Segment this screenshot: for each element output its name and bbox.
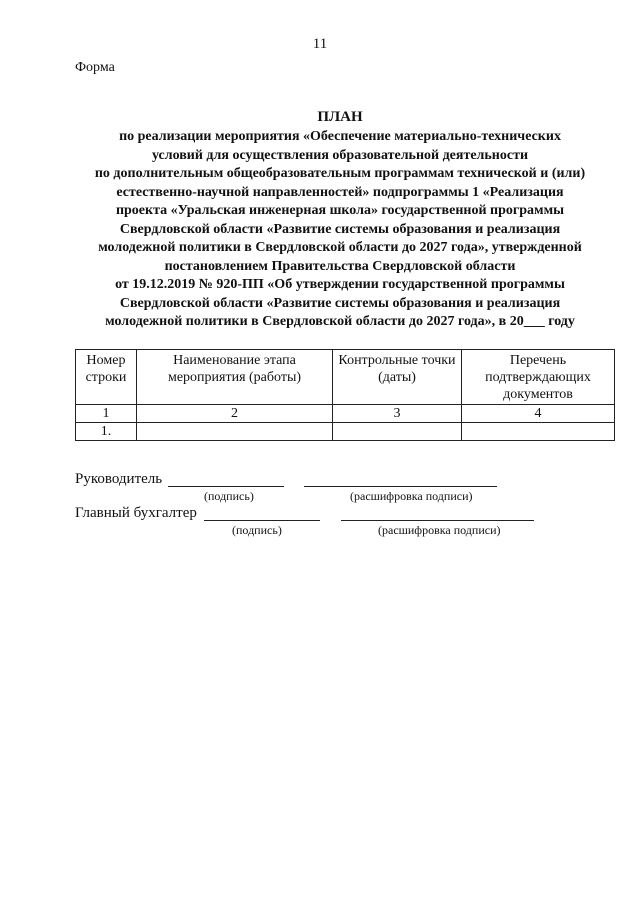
table-header-row <box>76 350 615 405</box>
table-cell <box>333 423 462 441</box>
header-row-number: Номер строки <box>76 350 137 405</box>
title-line: от 19.12.2019 № 920-ПП «Об утверждении государственной программы <box>115 277 565 292</box>
header-stage-name: Наименование этапа мероприятия (работы) <box>137 350 333 405</box>
column-number: 2 <box>137 405 333 423</box>
title-line: постановлением Правительства Свердловской области <box>164 258 516 274</box>
plan-heading: ПЛАН <box>317 109 363 125</box>
plan-table <box>75 349 615 441</box>
title-line: молодежной политики в Свердловской области до 2027 года», утвержденной <box>98 240 582 255</box>
accountant-signature-line <box>204 519 320 521</box>
accountant-label: Главный бухгалтер <box>75 505 197 521</box>
title-line: Свердловской области «Развитие системы образования и реализация <box>119 295 561 311</box>
accountant-sign-hint: (подпись) <box>232 523 282 537</box>
header-control-points: Контрольные точки (даты) <box>333 350 462 405</box>
head-signature-line <box>168 485 284 487</box>
title-line: естественно-научной направленностей» подпрограммы 1 «Реализация <box>116 184 564 200</box>
head-sign-hint: (подпись) <box>204 489 254 503</box>
title-line: по реализации мероприятия «Обеспечение материально-технических <box>119 129 561 144</box>
form-label: Форма <box>75 60 115 75</box>
page-number: 11 <box>312 36 328 52</box>
title-line: молодежной политики в Свердловской области до 2027 года», в 20___ году <box>105 314 575 329</box>
table-column-numbers-row <box>76 405 615 423</box>
table-cell <box>462 423 615 441</box>
column-number: 4 <box>462 405 615 423</box>
title-line: по дополнительным общеобразовательным программам технической и (или) <box>94 166 586 181</box>
table-cell: 1. <box>76 423 137 441</box>
head-decode-hint: (расшифровка подписи) <box>350 489 473 503</box>
title-line: условий для осуществления образовательной деятельности <box>151 147 529 163</box>
column-number: 1 <box>76 405 137 423</box>
column-number: 3 <box>333 405 462 423</box>
title-line: Свердловской области «Развитие системы образования и реализация <box>119 221 561 237</box>
accountant-decode-hint: (расшифровка подписи) <box>378 523 501 537</box>
document-title <box>70 108 610 332</box>
table-row <box>76 423 615 441</box>
table-cell <box>137 423 333 441</box>
header-documents-list: Перечень подтверждающих документов <box>462 350 615 405</box>
accountant-decode-line <box>341 519 534 521</box>
head-label: Руководитель <box>75 471 163 487</box>
title-line: проекта «Уральская инженерная школа» государственной программы <box>115 203 565 218</box>
head-decode-line <box>304 485 497 487</box>
